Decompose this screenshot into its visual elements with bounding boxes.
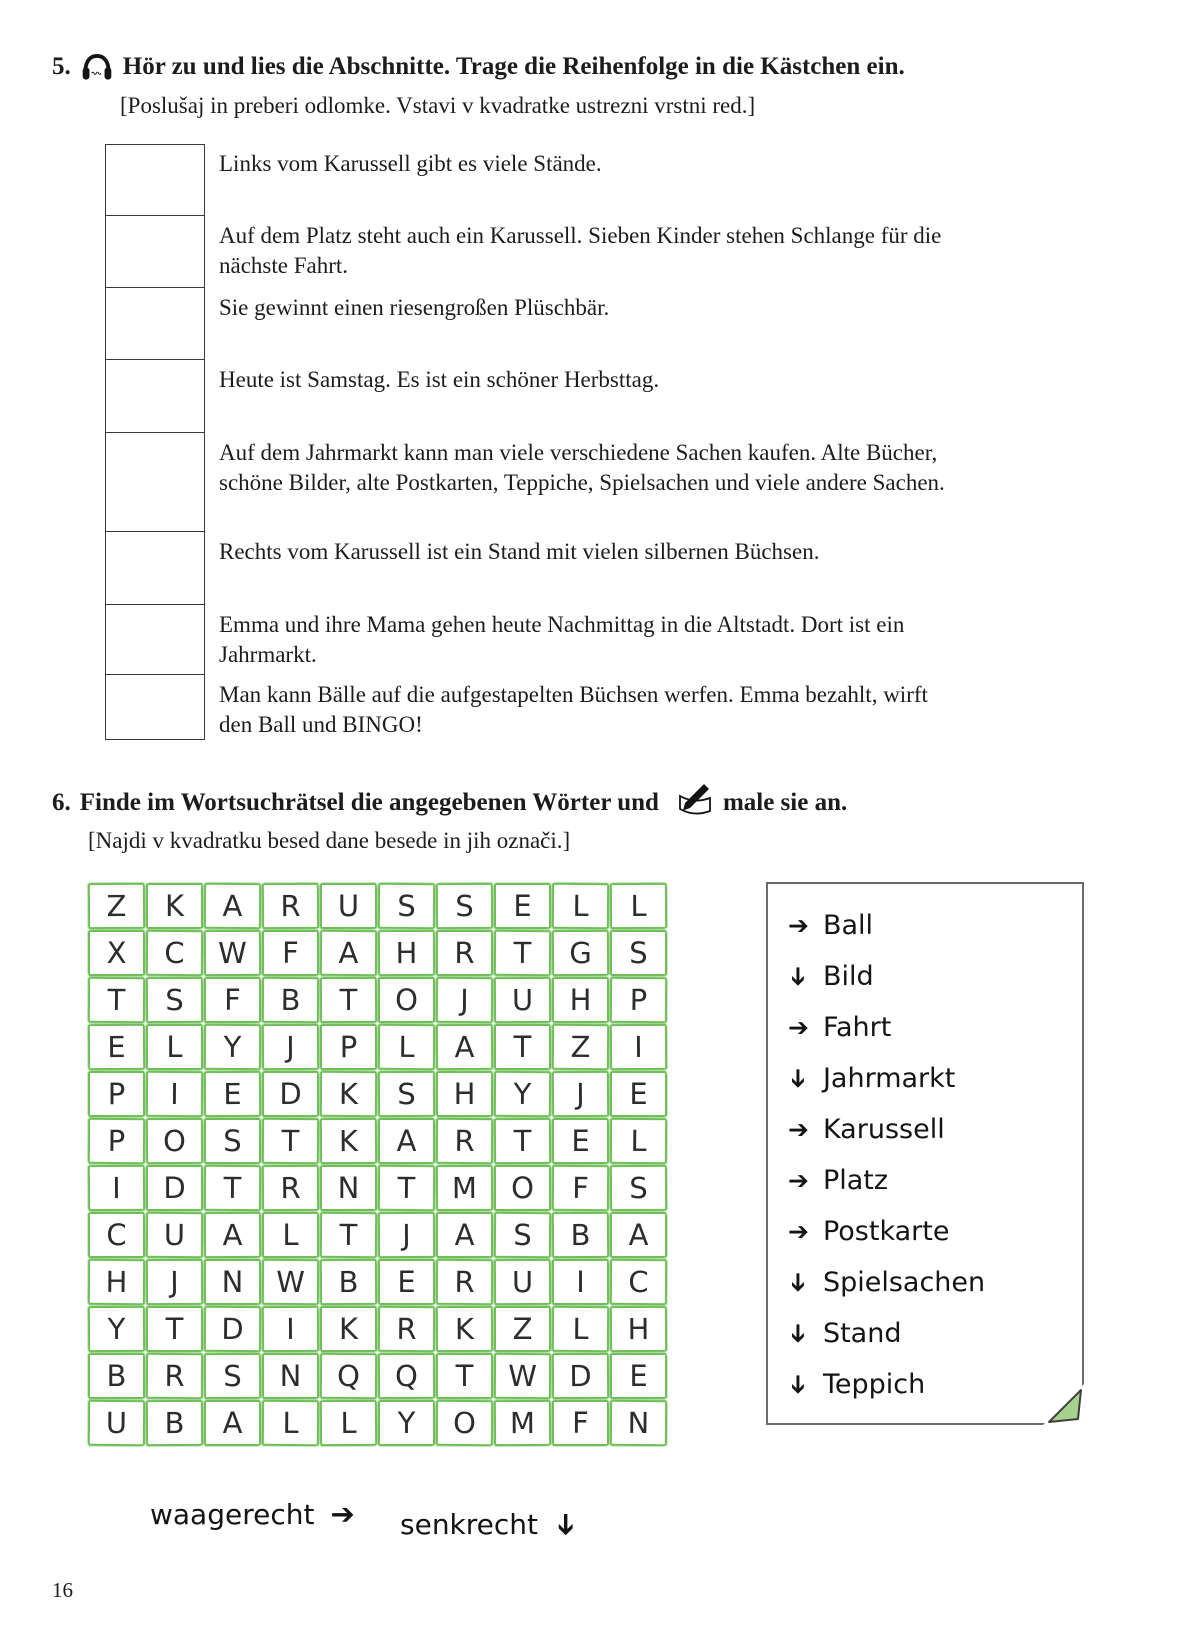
grid-cell[interactable]: T: [494, 1024, 551, 1070]
paragraph-text: Auf dem Platz steht auch ein Karussell. Sieben Kinder stehen Schlange für die nächste Fahrt.: [219, 223, 942, 278]
grid-cell[interactable]: F: [204, 977, 261, 1023]
exercise-6-title-before: Finde im Wortsuchrätsel die angegebenen Wörter und: [79, 789, 659, 816]
order-input-box[interactable]: [105, 604, 205, 675]
right-arrow-icon: ➔: [788, 911, 809, 940]
down-arrow-icon: ➔: [783, 1272, 813, 1293]
grid-cell[interactable]: K: [320, 1071, 377, 1117]
grid-cell[interactable]: O: [436, 1400, 493, 1446]
exercise-5-number: 5.: [52, 53, 71, 80]
grid-cell[interactable]: I: [552, 1259, 609, 1305]
grid-cell[interactable]: S: [204, 1118, 261, 1164]
grid-cell[interactable]: B: [320, 1259, 377, 1305]
grid-cell[interactable]: X: [88, 930, 145, 976]
down-arrow-icon: ➔: [549, 1512, 584, 1537]
grid-cell[interactable]: R: [262, 883, 319, 929]
word-label: Karussell: [822, 1114, 945, 1145]
word-label: Teppich: [822, 1369, 926, 1400]
grid-cell[interactable]: Z: [552, 1024, 609, 1070]
grid-cell[interactable]: S: [146, 977, 203, 1023]
order-input-box[interactable]: [105, 287, 205, 360]
word-list-item: [783, 1053, 1082, 1104]
grid-cell[interactable]: T: [494, 1118, 551, 1164]
paragraph-text: Links vom Karussell gibt es viele Stände.: [219, 151, 602, 176]
grid-cell[interactable]: A: [204, 1212, 261, 1258]
grid-cell[interactable]: E: [610, 1071, 667, 1117]
grid-cell[interactable]: P: [320, 1024, 377, 1070]
order-input-box[interactable]: [105, 359, 205, 433]
grid-cell[interactable]: A: [204, 883, 261, 929]
grid-cell[interactable]: T: [88, 977, 145, 1023]
grid-cell[interactable]: R: [262, 1165, 319, 1211]
grid-cell[interactable]: L: [262, 1400, 319, 1446]
grid-cell[interactable]: K: [320, 1306, 377, 1352]
grid-cell[interactable]: S: [436, 883, 493, 929]
grid-cell[interactable]: T: [204, 1165, 261, 1211]
grid-cell[interactable]: L: [610, 883, 667, 929]
grid-cell[interactable]: O: [146, 1118, 203, 1164]
grid-cell[interactable]: K: [146, 883, 203, 929]
grid-cell[interactable]: A: [320, 930, 377, 976]
grid-cell[interactable]: U: [146, 1212, 203, 1258]
exercise-5-subtitle: [Poslušaj in preberi odlomke. Vstavi v kvadratke ustrezni vrstni red.]: [120, 93, 756, 118]
grid-cell[interactable]: R: [436, 1259, 493, 1305]
grid-cell[interactable]: Y: [378, 1400, 435, 1446]
order-input-box[interactable]: [105, 432, 205, 532]
paragraph-text: Emma und ihre Mama gehen heute Nachmittag in die Altstadt. Dort ist ein Jahrmarkt.: [219, 612, 905, 667]
word-label: Jahrmarkt: [822, 1063, 956, 1094]
exercise-6-number: 6.: [52, 789, 71, 816]
grid-cell[interactable]: E: [204, 1071, 261, 1117]
grid-cell[interactable]: R: [378, 1306, 435, 1352]
grid-cell[interactable]: H: [88, 1259, 145, 1305]
grid-cell[interactable]: I: [610, 1024, 667, 1070]
grid-cell[interactable]: T: [378, 1165, 435, 1211]
word-label: Bild: [822, 961, 874, 992]
grid-cell[interactable]: W: [204, 930, 261, 976]
grid-cell[interactable]: R: [436, 1118, 493, 1164]
grid-cell[interactable]: I: [88, 1165, 145, 1211]
grid-cell[interactable]: L: [320, 1400, 377, 1446]
paragraph-text: Sie gewinnt einen riesengroßen Plüschbär.: [219, 295, 610, 320]
right-arrow-icon: ➔: [788, 1217, 809, 1246]
grid-cell[interactable]: N: [204, 1259, 261, 1305]
grid-cell[interactable]: W: [494, 1353, 551, 1399]
word-label: Stand: [822, 1318, 902, 1349]
grid-cell[interactable]: A: [610, 1212, 667, 1258]
grid-cell[interactable]: H: [378, 930, 435, 976]
word-list-item: [788, 1206, 1082, 1257]
grid-cell[interactable]: A: [436, 1024, 493, 1070]
sequence-item: [105, 288, 985, 360]
grid-cell[interactable]: W: [262, 1259, 319, 1305]
grid-cell[interactable]: E: [494, 883, 551, 929]
grid-cell[interactable]: L: [610, 1118, 667, 1164]
exercise-6-title-after: male sie an.: [722, 789, 848, 816]
word-list-box: [766, 882, 1084, 1425]
grid-cell[interactable]: L: [378, 1024, 435, 1070]
right-arrow-icon: ➔: [330, 1497, 355, 1531]
order-input-box[interactable]: [105, 674, 205, 740]
grid-cell[interactable]: F: [552, 1400, 609, 1446]
grid-cell[interactable]: Z: [88, 883, 145, 929]
paragraph-text: Heute ist Samstag. Es ist ein schöner Herbsttag.: [219, 367, 660, 392]
grid-cell[interactable]: D: [146, 1165, 203, 1211]
paragraph-text: Auf dem Jahrmarkt kann man viele verschiedene Sachen kaufen. Alte Bücher, schöne Bilder, alte Postkarten, Teppiche, Spielsachen und viele andere Sachen.: [219, 440, 945, 495]
grid-cell[interactable]: N: [610, 1400, 667, 1446]
grid-cell[interactable]: A: [378, 1118, 435, 1164]
grid-cell[interactable]: M: [494, 1400, 551, 1446]
grid-cell[interactable]: B: [146, 1400, 203, 1446]
grid-cell[interactable]: U: [494, 977, 551, 1023]
grid-cell[interactable]: K: [320, 1118, 377, 1164]
grid-cell[interactable]: S: [204, 1353, 261, 1399]
grid-cell[interactable]: R: [146, 1353, 203, 1399]
grid-cell[interactable]: U: [88, 1400, 145, 1446]
grid-cell[interactable]: S: [378, 1071, 435, 1117]
down-arrow-icon: ➔: [783, 966, 813, 987]
sequence-item: [105, 144, 985, 216]
grid-cell[interactable]: C: [610, 1259, 667, 1305]
grid-cell[interactable]: T: [320, 977, 377, 1023]
grid-cell[interactable]: J: [262, 1024, 319, 1070]
grid-cell[interactable]: P: [88, 1071, 145, 1117]
grid-cell[interactable]: E: [610, 1353, 667, 1399]
grid-cell[interactable]: Y: [88, 1306, 145, 1352]
grid-cell[interactable]: S: [378, 883, 435, 929]
grid-cell[interactable]: D: [262, 1071, 319, 1117]
grid-cell[interactable]: E: [88, 1024, 145, 1070]
grid-cell[interactable]: U: [320, 883, 377, 929]
grid-cell[interactable]: J: [552, 1071, 609, 1117]
grid-cell[interactable]: H: [610, 1306, 667, 1352]
grid-cell[interactable]: J: [146, 1259, 203, 1305]
word-list-item: [783, 1257, 1082, 1308]
exercise-6-subtitle: [Najdi v kvadratku besed dane besede in jih označi.]: [88, 828, 571, 853]
grid-cell[interactable]: T: [436, 1353, 493, 1399]
grid-cell[interactable]: L: [262, 1212, 319, 1258]
grid-cell[interactable]: L: [552, 883, 609, 929]
paragraph-sequence-list: [105, 144, 985, 740]
grid-cell[interactable]: Q: [378, 1353, 435, 1399]
word-list-item: [783, 1359, 1082, 1410]
right-arrow-icon: ➔: [788, 1013, 809, 1042]
grid-cell[interactable]: D: [552, 1353, 609, 1399]
grid-cell[interactable]: Z: [494, 1306, 551, 1352]
grid-cell[interactable]: L: [146, 1024, 203, 1070]
grid-cell[interactable]: H: [436, 1071, 493, 1117]
grid-cell[interactable]: U: [494, 1259, 551, 1305]
grid-cell[interactable]: E: [552, 1118, 609, 1164]
grid-cell[interactable]: F: [552, 1165, 609, 1211]
grid-cell[interactable]: Q: [320, 1353, 377, 1399]
grid-cell[interactable]: P: [88, 1118, 145, 1164]
sequence-item: [105, 675, 985, 740]
grid-cell[interactable]: B: [262, 977, 319, 1023]
grid-cell[interactable]: B: [88, 1353, 145, 1399]
word-list-item: [788, 1104, 1082, 1155]
grid-cell[interactable]: S: [494, 1212, 551, 1258]
grid-cell[interactable]: J: [378, 1212, 435, 1258]
grid-cell[interactable]: T: [262, 1118, 319, 1164]
right-arrow-icon: ➔: [788, 1115, 809, 1144]
writing-hand-icon: [668, 783, 714, 824]
down-arrow-icon: ➔: [783, 1323, 813, 1344]
grid-cell[interactable]: M: [436, 1165, 493, 1211]
grid-cell[interactable]: K: [436, 1306, 493, 1352]
legend-label: waagerecht: [150, 1498, 315, 1531]
grid-cell[interactable]: Y: [204, 1024, 261, 1070]
grid-cell[interactable]: N: [320, 1165, 377, 1211]
word-list-item: [783, 951, 1082, 1002]
grid-cell[interactable]: Y: [494, 1071, 551, 1117]
legend-label: senkrecht: [400, 1508, 539, 1541]
grid-cell[interactable]: A: [204, 1400, 261, 1446]
order-input-box[interactable]: [105, 144, 205, 216]
sequence-item: [105, 216, 985, 288]
grid-cell[interactable]: C: [146, 930, 203, 976]
grid-cell[interactable]: L: [552, 1306, 609, 1352]
word-search-grid: [88, 883, 667, 1446]
grid-cell[interactable]: I: [146, 1071, 203, 1117]
word-label: Platz: [822, 1165, 889, 1196]
grid-cell[interactable]: A: [436, 1212, 493, 1258]
right-arrow-icon: ➔: [788, 1166, 809, 1195]
grid-cell[interactable]: T: [146, 1306, 203, 1352]
exercise-5-title: Hör zu und lies die Abschnitte. Trage die Reihenfolge in die Kästchen ein.: [122, 53, 905, 80]
sequence-item: [105, 433, 985, 532]
order-input-box[interactable]: [105, 215, 205, 288]
grid-cell[interactable]: S: [610, 930, 667, 976]
page-number: 16: [52, 1578, 73, 1602]
grid-cell[interactable]: O: [494, 1165, 551, 1211]
grid-cell[interactable]: P: [610, 977, 667, 1023]
down-arrow-icon: ➔: [783, 1068, 813, 1089]
grid-cell[interactable]: F: [262, 930, 319, 976]
word-list-item: [788, 1002, 1082, 1053]
grid-cell[interactable]: I: [262, 1306, 319, 1352]
grid-cell[interactable]: E: [378, 1259, 435, 1305]
grid-cell[interactable]: R: [436, 930, 493, 976]
grid-cell[interactable]: H: [552, 977, 609, 1023]
down-arrow-icon: ➔: [783, 1374, 813, 1395]
grid-cell[interactable]: B: [552, 1212, 609, 1258]
word-list: [768, 884, 1082, 1410]
grid-cell[interactable]: O: [378, 977, 435, 1023]
grid-cell[interactable]: D: [204, 1306, 261, 1352]
grid-cell[interactable]: T: [494, 930, 551, 976]
paragraph-text: Rechts vom Karussell ist ein Stand mit vielen silbernen Büchsen.: [219, 539, 820, 564]
word-label: Spielsachen: [822, 1267, 986, 1298]
sequence-item: [105, 360, 985, 433]
word-label: Fahrt: [822, 1012, 892, 1043]
word-list-item: [788, 900, 1082, 951]
grid-cell[interactable]: J: [436, 977, 493, 1023]
word-label: Postkarte: [822, 1216, 950, 1247]
order-input-box[interactable]: [105, 531, 205, 605]
headphones-icon: [80, 53, 114, 90]
exercise-6-header: [52, 782, 1052, 854]
grid-cell[interactable]: T: [320, 1212, 377, 1258]
paragraph-text: Man kann Bälle auf die aufgestapelten Büchsen werfen. Emma bezahlt, wirft den Ball und BINGO!: [219, 682, 928, 737]
word-list-item: [783, 1308, 1082, 1359]
word-label: Ball: [822, 910, 874, 941]
legend-vertical: [400, 1508, 584, 1541]
sequence-item: [105, 605, 985, 675]
grid-cell[interactable]: G: [552, 930, 609, 976]
word-list-item: [788, 1155, 1082, 1206]
folded-corner-icon: [1040, 1381, 1084, 1425]
sequence-item: [105, 532, 985, 605]
exercise-5-header: [52, 52, 1162, 119]
grid-cell[interactable]: N: [262, 1353, 319, 1399]
legend-horizontal: [150, 1498, 355, 1531]
grid-cell[interactable]: S: [610, 1165, 667, 1211]
grid-cell[interactable]: C: [88, 1212, 145, 1258]
